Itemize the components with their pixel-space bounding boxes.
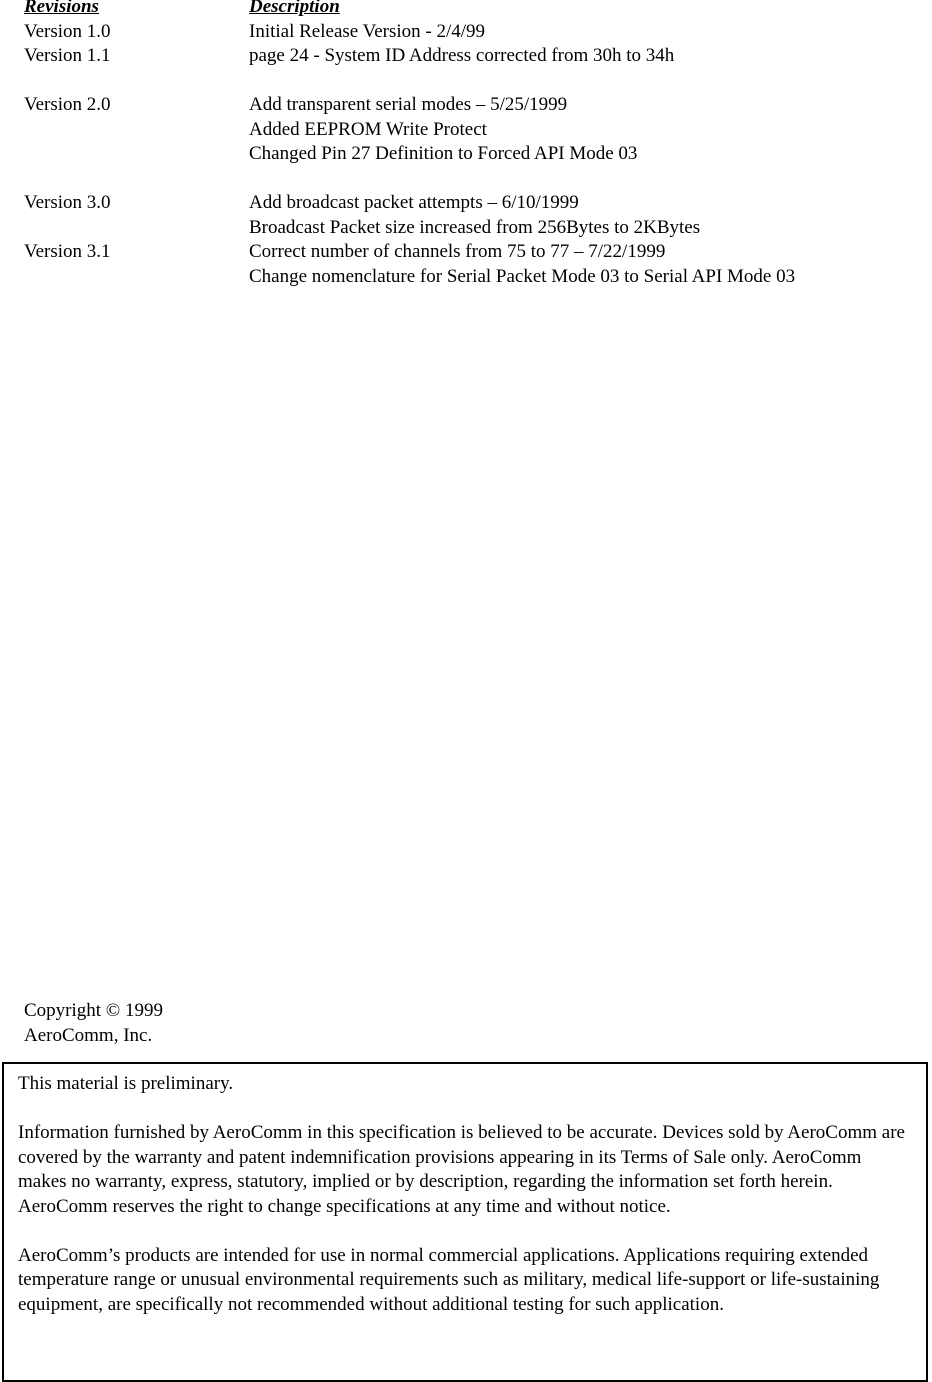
company-name: AeroComm, Inc. — [24, 1024, 153, 1046]
revision-row — [24, 142, 795, 167]
revision-version — [24, 118, 249, 143]
revision-version: Version 3.0 — [24, 192, 111, 213]
disclaimer-box — [2, 1062, 928, 1382]
revision-version: Version 1.0 — [24, 20, 111, 42]
revision-row — [24, 44, 795, 69]
revision-row — [24, 265, 795, 290]
copyright-line: Copyright © 1999 — [24, 1000, 163, 1021]
revision-table — [24, 0, 795, 289]
revision-description: Added EEPROM Write Protect — [249, 118, 487, 140]
usage-disclaimer: AeroComm’s products are intended for use in normal commercial applications. Applications requiring extended temperature range or unusual environmental requirements such as military, medical life-support or life-sustaining equipment, are specifically not recommended without additional testing for such application. — [18, 1244, 880, 1315]
revision-row — [24, 93, 795, 118]
revision-version — [24, 216, 249, 241]
description-header: Description — [249, 0, 340, 17]
revision-row — [24, 240, 795, 265]
revision-version: Version 3.1 — [24, 241, 111, 262]
accuracy-disclaimer: Information furnished by AeroComm in this specification is believed to be accurate. Devices sold by AeroComm are covered by the warranty and patent indemnification provisions appearing in its Terms of Sale only. AeroComm makes no warranty, express, statutory, implied or by description, regarding the information set forth herein. AeroComm reserves the right to change specifications at any time and without notice. — [18, 1122, 905, 1217]
revision-description: Add transparent serial modes – 5/25/1999 — [249, 94, 568, 115]
revision-description: Changed Pin 27 Definition to Forced API Mode 03 — [249, 143, 638, 164]
revision-version — [24, 265, 249, 290]
revision-version: Version 1.1 — [24, 45, 111, 66]
revision-row — [24, 20, 795, 45]
revision-description: Change nomenclature for Serial Packet Mode 03 to Serial API Mode 03 — [249, 265, 796, 287]
revision-row — [24, 216, 795, 241]
revision-description: page 24 - System ID Address corrected from 30h to 34h — [249, 45, 675, 66]
copyright-block — [24, 999, 163, 1048]
revision-row — [24, 191, 795, 216]
revision-description: Initial Release Version - 2/4/99 — [249, 20, 486, 42]
revision-row — [24, 118, 795, 143]
revision-description: Correct number of channels from 75 to 77 – 7/22/1999 — [249, 241, 666, 262]
revisions-header: Revisions — [24, 0, 99, 17]
revision-version — [24, 142, 249, 167]
revision-description: Add broadcast packet attempts – 6/10/1999 — [249, 192, 579, 213]
revision-description: Broadcast Packet size increased from 256Bytes to 2KBytes — [249, 216, 701, 238]
preliminary-notice: This material is preliminary. — [18, 1073, 234, 1094]
revision-header-row — [24, 0, 795, 20]
revision-version: Version 2.0 — [24, 94, 111, 115]
